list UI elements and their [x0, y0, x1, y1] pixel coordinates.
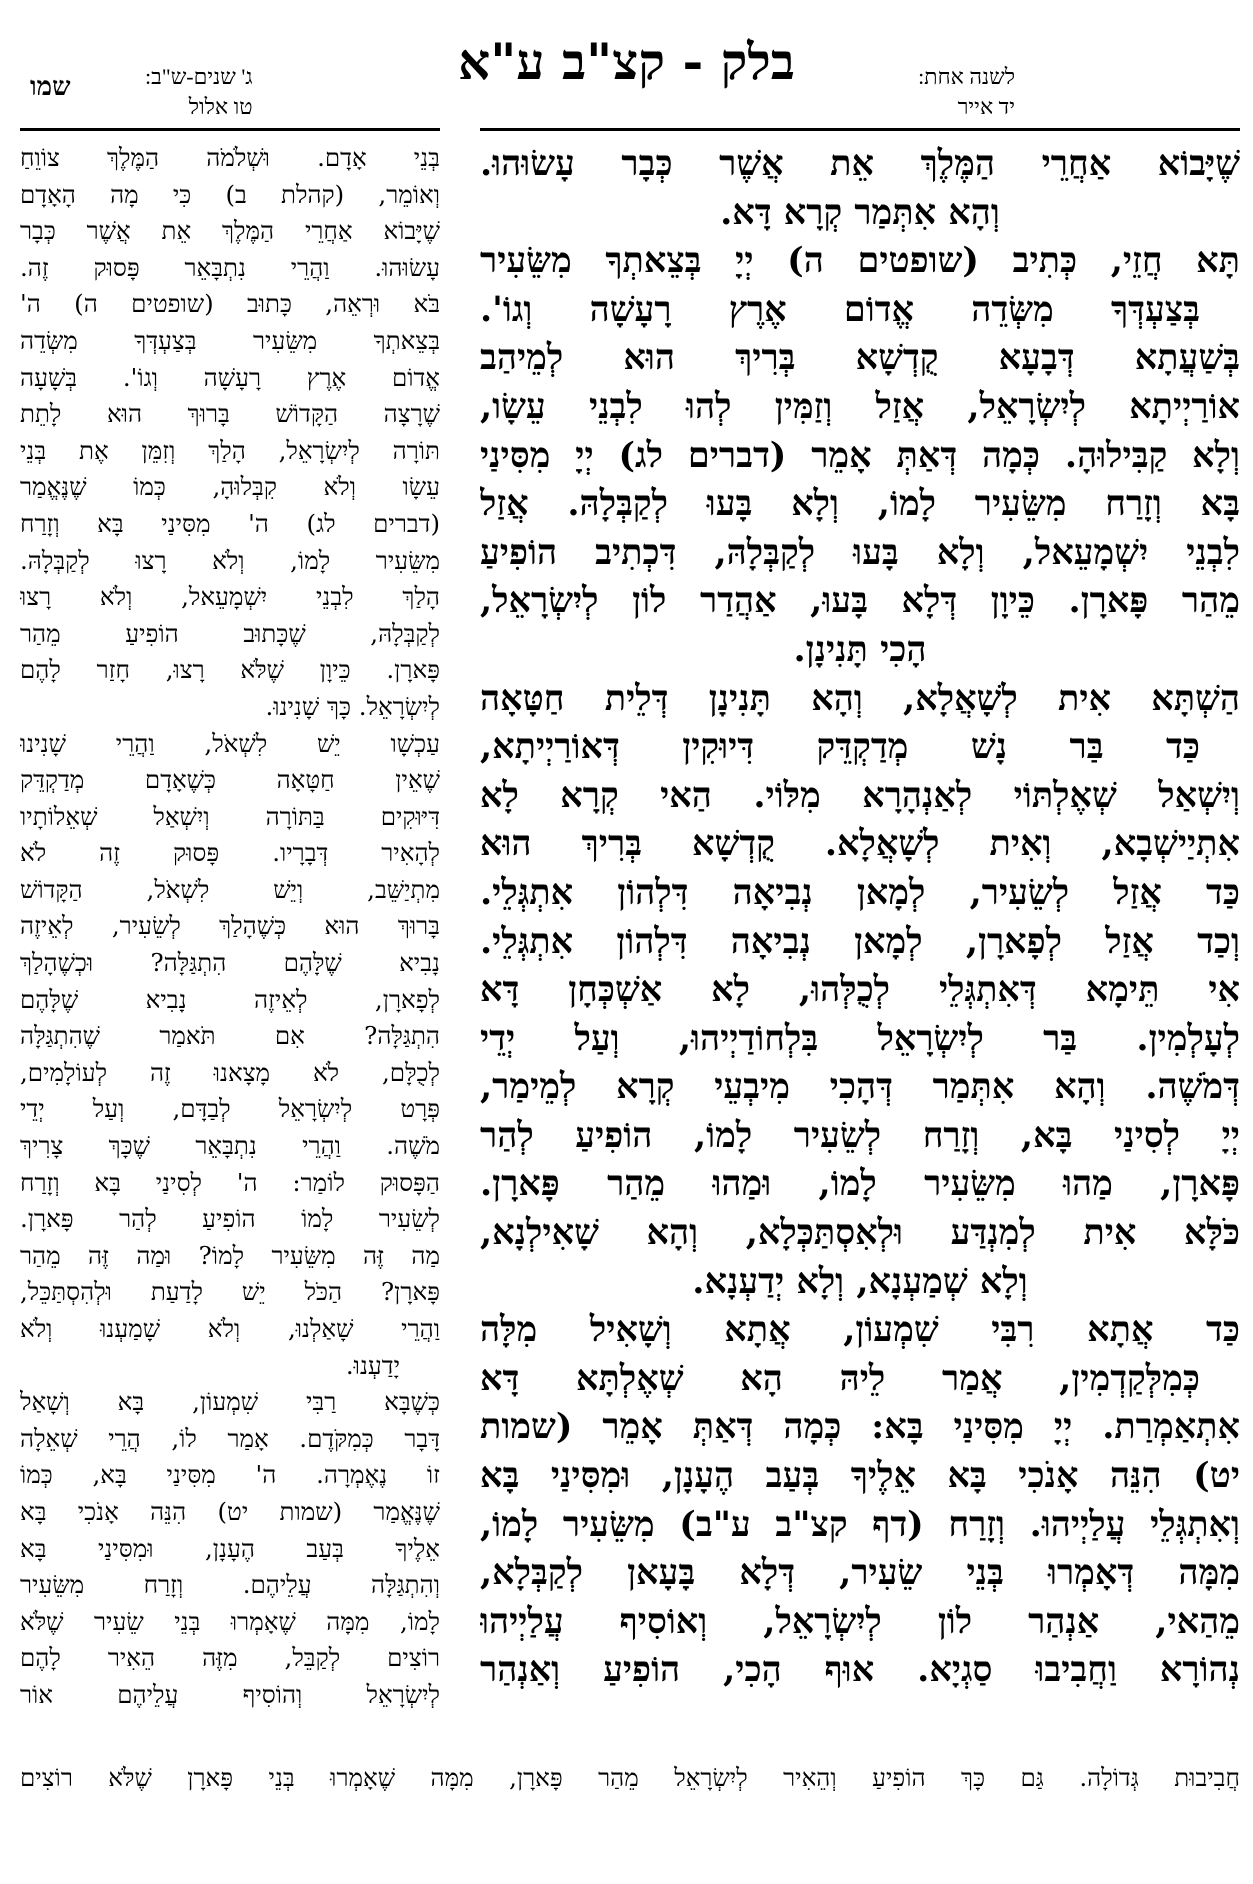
main-line: בָּא וְזָרַח מִשֵּׂעִיר לָמוֹ, וְלָא בָּעוּ לְקַבְּלָהּ. אֲזַל	[480, 483, 1240, 525]
main-line: דְּמֹשֶׁה. וְהָא אִתְּמַר דְּהָכִי מִיבְעֵי קְרָא לְמֵימַר,	[480, 1066, 1240, 1108]
header-right-line1: לשנה אחת:	[918, 64, 1015, 89]
main-line: מֵהַאי, אַנְהַר לוֹן לְיִשְׂרָאֵל, וְאוֹסִיף עֲלַיְיהוּ	[480, 1600, 1240, 1642]
main-line: שֶׁיָּבוֹא אַחֲרֵי הַמֶּלֶךְ אֵת אֲשֶׁר כְּבָר עָשׂוּהוּ.	[480, 143, 1240, 184]
side-line: תּוֹרָה לְיִשְׂרָאֵל, הָלַךְ וְזִמֵּן אֶת בְּנֵי	[20, 435, 440, 465]
main-line: נְהוֹרָא וַחֲבִיבוּ סַגְיָא. אוּף הָכִי, הוֹפִיעַ וְאַנְהַר	[480, 1649, 1240, 1691]
main-text-column	[480, 140, 1240, 1745]
header-rule-side	[20, 128, 440, 131]
main-line: וְלָא שְׁמַעְנָא, וְלָא יְדַעְנָא.	[692, 1260, 1028, 1302]
main-line: בְּשַׁעֲתָא דְּבָעָא קֻדְשָׁא בְּרִיךְ הוּא לְמֵיהַב	[480, 337, 1240, 379]
side-line: לְכֻלָּם, לֹא מָצָאנוּ זֶה לְעוֹלָמִים,	[20, 1057, 440, 1087]
side-line: פָּארָן. כֵּיוָן שֶׁלֹּא רָצוּ, חָזַר לָהֶם	[20, 655, 440, 685]
side-line: לְיִשְׂרָאֵל. כָּךְ שָׁנִינוּ.	[265, 691, 440, 721]
main-line: תָּא חֲזֵי, כְּתִיב (שופטים ה) יְיָ בְּצֵאתְךָ מִשֵּׂעִיר	[480, 240, 1240, 282]
side-line: הַפָּסוּק לוֹמַר: ה' לְסִינַי בָּא וְזָרַח	[20, 1167, 440, 1197]
main-line: כֹּלָּא אִית לְמִנְדַּע וּלְאִסְתַּכְּלָא, וְהָא שָׁאִילְנָא,	[480, 1212, 1240, 1254]
side-line: אֱדוֹם אֶרֶץ רָעָשָׁה וְגוֹ'. בְּשָׁעָה	[20, 362, 440, 392]
main-line: וְיִשְׁאַל שְׁאֶלְתּוֹי לְאַנְהָרָא מִלּוֹי. הַאי קְרָא לָא	[480, 774, 1240, 816]
side-line: מֹשֶׁה. וַהֲרֵי נִתְבָּאֵר שֶׁכָּךְ צָרִיךְ	[20, 1131, 440, 1161]
translation-column	[20, 140, 440, 1760]
header-right-line2: יד אייר	[957, 94, 1015, 119]
side-line: הִתְגַּלָּה? אִם תֹּאמַר שֶׁהִתְגַּלָּה	[20, 1021, 440, 1051]
main-line: וְכַד אֲזַל לְפָארָן, לְמָאן נְבִיאָה דִּלְהוֹן אִתְגְּלֵי.	[480, 920, 1240, 962]
side-line: לְיִשְׂרָאֵל וְהוֹסִיף עֲלֵיהֶם אוֹר	[20, 1679, 440, 1709]
side-line: נָבִיא שֶׁלָּהֶם הִתְגַּלָּה? וּכְשֶׁהָלַךְ	[20, 948, 440, 978]
side-line: שֶׁנֶּאֱמַר (שמות יט) הִנֵּה אָנֹכִי בָּא	[20, 1496, 440, 1526]
main-line: בְּצַעְדְּךָ מִשְּׂדֵה אֱדוֹם אֶרֶץ רָעָשָׁה וְגוֹ'.	[480, 288, 1200, 330]
main-line: כַּד אֲזַל לְשֵׂעִיר, לְמָאן נְבִיאָה דִּלְהוֹן אִתְגְּלֵי.	[480, 871, 1240, 913]
side-line: פְּרָט לְיִשְׂרָאֵל לְבַדָּם, וְעַל יְדֵי	[20, 1094, 440, 1124]
side-line: לְפָארָן, לְאֵיזֶה נָבִיא שֶׁלָּהֶם	[20, 984, 440, 1014]
side-line: לָמוֹ, מִמָּה שֶׁאָמְרוּ בְּנֵי שֵׂעִיר שֶׁלֹּא	[20, 1606, 440, 1636]
side-line: וְהִתְגַּלָּה עֲלֵיהֶם. וְזָרַח מִשֵּׂעִיר	[20, 1570, 440, 1600]
header-left-info	[145, 62, 253, 122]
side-line: שֶׁאֵין חַטָּאָה כְּשֶׁאָדָם מְדַקְדֵּק	[20, 765, 440, 795]
side-line: עֵשָׂו וְלֹא קִבְּלוּהָ, כְּמוֹ שֶׁנֶּאֱמַר	[20, 472, 440, 502]
main-line: מֵהַר פָּארָן. כֵּיוָן דְּלָא בָּעוּ, אַהֲדַר לוֹן לְיִשְׂרָאֵל,	[480, 580, 1240, 622]
side-line: וְאוֹמֵר, (קהלת ב) כִּי מָה הָאָדָם	[20, 179, 440, 209]
main-line: פָּארָן, מַהוּ מִשֵּׂעִיר לָמוֹ, וּמַהוּ מֵהַר פָּארָן.	[480, 1163, 1240, 1205]
side-line: בֹּא וּרְאֵה, כָּתוּב (שופטים ה) ה'	[20, 289, 440, 319]
side-line: עָשׂוּהוּ. וַהֲרֵי נִתְבָּאֵר פָּסוּק זֶה.	[20, 252, 440, 282]
main-line: אִי תֵּימָא דְּאִתְגְּלֵי לְכֻלְּהוּ, לָא אַשְׁכְּחָן דָּא	[480, 969, 1240, 1011]
side-line: שֶׁרָצָה הַקָּדוֹשׁ בָּרוּךְ הוּא לָתֵת	[20, 399, 440, 429]
footer-text-line: חֲבִיבוּת גְּדוֹלָה. גַּם כָּךְ הוֹפִיעַ וְהֵאִיר לְיִשְׂרָאֵל מֵהַר פָּארָן, מִמָּה שֶׁאָמְרוּ בְּנֵי פָּארָן שֶׁלֹּא רוֹצִים	[20, 1763, 1240, 1792]
side-line: יָדַעְנוּ.	[345, 1350, 400, 1380]
side-line: מִשֵּׂעִיר לָמוֹ, וְלֹא רָצוּ לְקַבְּלָהּ.	[20, 545, 440, 575]
side-line: בְּנֵי אָדָם. וּשְׁלֹמֹה הַמֶּלֶךְ צוֹוֵחַ	[20, 143, 440, 172]
header-left-line2: טו אלול	[188, 94, 253, 119]
page-title: בלק - קצ"ב ע"א	[458, 32, 795, 91]
side-line: (דברים לג) ה' מִסִּינַי בָּא וְזָרַח	[20, 508, 440, 538]
main-line: הָכִי תָּנִינָן.	[793, 628, 927, 670]
side-line: פָּארָן? הַכֹּל יֵשׁ לָדַעַת וּלְהִסְתַּכֵּל,	[20, 1277, 440, 1307]
page-number: שמו	[30, 72, 71, 101]
side-line: שֶׁיָּבוֹא אַחֲרֵי הַמֶּלֶךְ אֵת אֲשֶׁר כְּבָר	[20, 216, 440, 246]
header-rule-main	[480, 128, 1240, 131]
main-line: כַּד אֲתָא רִבִּי שִׁמְעוֹן, אֲתָא וְשָׁאִיל מִלָּה	[480, 1309, 1240, 1351]
side-line: דָּבָר כְּמִקֹּדֶם. אָמַר לוֹ, הֲרֵי שְׁאֵלָה	[20, 1423, 440, 1453]
side-line: בָּרוּךְ הוּא כְּשֶׁהָלַךְ לְשֵׂעִיר, לְאֵיזֶה	[20, 911, 440, 941]
side-line: זוֹ נֶאֶמְרָה. ה' מִסִּינַי בָּא, כְּמוֹ	[20, 1460, 440, 1490]
side-line: עַכְשָׁו יֵשׁ לִשְׁאֹל, וַהֲרֵי שָׁנִינוּ	[20, 728, 440, 758]
main-line: וְלָא קַבִּילוּהָ. כְּמָה דְּאַתְּ אָמֵר (דברים לג) יְיָ מִסִּינַי	[480, 434, 1240, 476]
main-line: יט) הִנֵּה אָנֹכִי בָּא אֵלֶיךָ בְּעַב הֶעָנָן, וּמִסִּינַי בָּא	[480, 1455, 1240, 1497]
side-line: הָלַךְ לִבְנֵי יִשְׁמָעֵאל, וְלֹא רָצוּ	[20, 582, 440, 612]
side-line: רוֹצִים לְקַבֵּל, מִזֶּה הֵאִיר לָהֶם	[20, 1643, 440, 1673]
main-line: יְיָ לְסִינַי בָּא, וְזָרַח לְשֵׂעִיר לָמוֹ, הוֹפִיעַ לְהַר	[480, 1114, 1240, 1156]
main-line: כַּד בַּר נָשׁ מְדַקְדֵּק דִּיוּקִין דְּאוֹרַיְיתָא,	[480, 726, 1200, 768]
side-line: אֵלֶיךָ בְּעַב הֶעָנָן, וּמִסִּינַי בָּא	[20, 1533, 440, 1563]
main-line: אִתְיַישְׁבָא, וְאִית לְשָׁאֲלָא. קֻדְשָׁא בְּרִיךְ הוּא	[480, 823, 1240, 865]
side-line: לְקַבְּלָהּ, שֶׁכָּתוּב הוֹפִיעַ מֵהַר	[20, 618, 440, 648]
side-line: לְשֵׂעִיר לָמוֹ הוֹפִיעַ לְהַר פָּארָן.	[20, 1204, 440, 1234]
side-line: בְּצֵאתְךָ מִשֵּׂעִיר בְּצַעְדְּךָ מִשְּׂדֵה	[20, 325, 440, 355]
main-line: הַשְׁתָּא אִית לְשָׁאֲלָא, וְהָא תָּנִינָן דְּלֵית חַטָּאָה	[480, 677, 1240, 719]
header-left-line1: ג' שנים-ש"ב:	[145, 64, 253, 89]
side-line: מִתְיַשֵּׁב, וְיֵשׁ לִשְׁאֹל, הַקָּדוֹשׁ	[20, 874, 440, 904]
main-line: לְעָלְמִין. בַּר לְיִשְׂרָאֵל בִּלְחוֹדַיְיהוּ, וְעַל יְדֵי	[480, 1017, 1240, 1059]
main-line: וְהָא אִתְּמַר קְרָא דָּא.	[720, 191, 1000, 233]
side-line: דִּיּוּקִים בַּתּוֹרָה וְיִשְׁאַל שְׁאֵלוֹתָיו	[20, 801, 440, 831]
main-line: כְּמִלְּקַדְמִין, אֲמַר לֵיהּ הָא שְׁאֶלְתָּא דָּא	[480, 1357, 1200, 1399]
main-line: לִבְנֵי יִשְׁמָעֵאל, וְלָא בָּעוּ לְקַבְּלָהּ, דִּכְתִיב הוֹפִיעַ	[480, 531, 1240, 573]
main-line: אִתְאַמְרַת. יְיָ מִסִּינַי בָּא: כְּמָה דְּאַתְּ אָמֵר (שמות	[480, 1406, 1240, 1448]
side-line: וַהֲרֵי שָׁאַלְנוּ, וְלֹא שָׁמַעְנוּ וְלֹא	[20, 1314, 440, 1343]
side-line: לְהָאִיר דְּבָרָיו. פָּסוּק זֶה לֹא	[20, 838, 440, 868]
side-line: מַה זֶּה מִשֵּׂעִיר לָמוֹ? וּמַה זֶּה מֵהַר	[20, 1240, 440, 1270]
side-line: כְּשֶׁבָּא רַבִּי שִׁמְעוֹן, בָּא וְשָׁאַל	[20, 1387, 440, 1417]
main-line: אוֹרַיְיתָא לְיִשְׂרָאֵל, אֲזַל וְזַמִּין לְהוּ לִבְנֵי עֵשָׂו,	[480, 385, 1240, 427]
main-line: מִמָּה דְּאָמְרוּ בְּנֵי שֵׂעִיר, דְּלָא בָּעָאן לְקַבְּלָא,	[480, 1552, 1240, 1594]
main-line: וְאִתְגְּלֵי עֲלַיְיהוּ. וְזָרַח (דף קצ"ב ע"ב) מִשֵּׂעִיר לָמוֹ,	[480, 1503, 1240, 1545]
